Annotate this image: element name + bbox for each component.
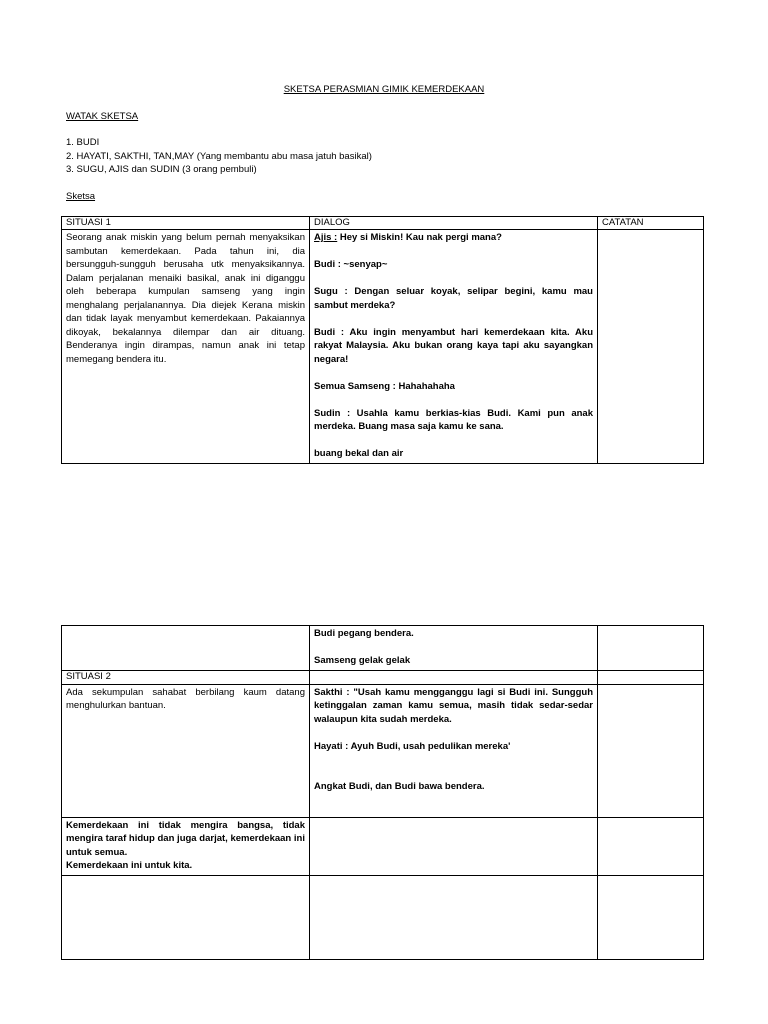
characters-heading: WATAK SKETSA	[66, 111, 139, 122]
empty-header-cell	[598, 670, 704, 684]
catatan-cell-1	[598, 230, 704, 464]
dialog-ajis: Hey si Miskin! Kau nak pergi mana?	[337, 232, 502, 243]
catatan-cell-3	[598, 684, 704, 817]
character-item-3: 3. SUGU, AJIS dan SUDIN (3 orang pembuli)	[66, 164, 257, 175]
closing-message-cell	[62, 817, 310, 875]
empty-header-cell	[310, 670, 598, 684]
dialog-hayati: Hayati : Ayuh Budi, usah pedulikan mereka'	[314, 740, 511, 752]
stage-direction-2: Angkat Budi, dan Budi bawa bendera.	[314, 781, 485, 792]
dialog-sugu: Sugu : Dengan seluar koyak, selipar begini, kamu mau sambut merdeka?	[314, 286, 593, 311]
dialog-samseng: Semua Samseng : Hahahahaha	[314, 380, 455, 392]
document-title: SKETSA PERASMIAN GIMIK KEMERDEKAAN	[283, 84, 485, 95]
dialog-budi-2: Budi : Aku ingin menyambut hari kemerdekaan kita. Aku rakyat Malaysia. Aku bukan orang kaya tapi aku sayangkan negara!	[314, 326, 593, 365]
dialog-sakthi: Sakthi : "Usah kamu mengganggu lagi si Budi ini. Sungguh ketinggalan zaman kamu semua, masih tidak sedar-sedar walaupun kita sudah merdeka.	[314, 686, 593, 725]
dialog-cell-1	[310, 230, 598, 464]
empty-dialog-cell	[310, 817, 598, 875]
table-row	[62, 230, 704, 464]
sketch-heading: Sketsa	[66, 191, 96, 202]
situasi-2-header-row	[62, 670, 704, 684]
header-catatan: CATATAN	[598, 217, 704, 230]
character-item-2: 2. HAYATI, SAKTHI, TAN,MAY (Yang membantu abu masa jatuh basikal)	[66, 150, 372, 162]
header-situasi-2: SITUASI 2	[62, 670, 310, 684]
table-row	[62, 684, 704, 817]
situation-2-description: Ada sekumpulan sahabat berbilang kaum datang menghulurkan bantuan.	[62, 684, 310, 817]
character-list	[66, 136, 372, 177]
dialog-sudin: Sudin : Usahla kamu berkias-kias Budi. Kami pun anak merdeka. Buang masa saja kamu ke sana.	[314, 407, 593, 432]
dialog-cell-2	[310, 684, 598, 817]
speaker-ajis: Ajis :	[314, 232, 338, 243]
table-row	[62, 875, 704, 959]
table-header-row	[62, 217, 704, 230]
catatan-cell-2	[598, 626, 704, 671]
header-dialog: DIALOG	[310, 217, 598, 230]
closing-line-1: Kemerdekaan ini tidak mengira bangsa, tidak mengira taraf hidup dan juga darjat, kemerdekaan ini untuk semua.	[66, 819, 305, 858]
empty-cell	[62, 875, 310, 959]
table-row	[62, 626, 704, 671]
dialog-continued-cell	[310, 626, 598, 671]
dialog-budi-bendera: Budi pegang bendera.	[314, 628, 414, 639]
script-table-1	[61, 216, 704, 464]
header-situasi-1: SITUASI 1	[62, 217, 310, 230]
table-row	[62, 817, 704, 875]
empty-catatan-cell	[598, 817, 704, 875]
dialog-budi-1: Budi : ~senyap~	[314, 259, 388, 270]
empty-situation-cell	[62, 626, 310, 671]
situation-1-description: Seorang anak miskin yang belum pernah menyaksikan sambutan kemerdekaan. Pada tahun ini, dia bersungguh-sungguh berusaha utk menyaksikannya. Dalam perjalanan menaiki basikal, anak ini diganggu oleh beberapa kumpulan samseng yang ingin menghalang perjalanannya. Dia diejek Kerana miskin dan tidak layak menyambut kemerdekaan. Pakaiannya dikoyak, bekalannya dilempar dan air dituang. Benderanya ingin dirampas, namun anak ini tetap memegang bendera itu.	[62, 230, 310, 464]
dialog-samseng-gelak: Samseng gelak gelak	[314, 655, 411, 666]
closing-line-2: Kemerdekaan ini untuk kita.	[66, 860, 193, 871]
empty-cell	[598, 875, 704, 959]
empty-cell	[310, 875, 598, 959]
script-table-2	[61, 625, 704, 960]
character-item-1: 1. BUDI	[66, 137, 100, 148]
stage-direction-1: buang bekal dan air	[314, 448, 404, 459]
